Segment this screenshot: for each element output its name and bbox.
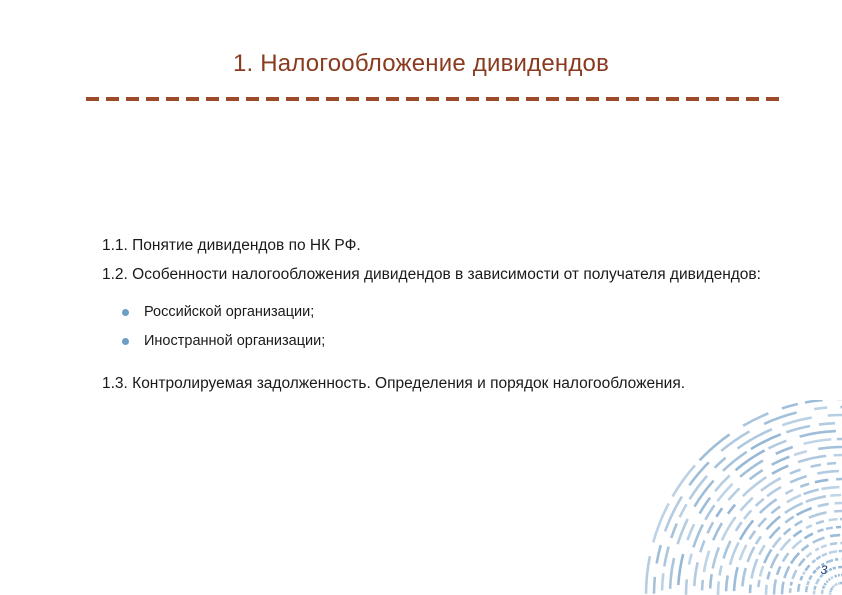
decor-dash — [830, 535, 840, 536]
decor-dash — [671, 524, 677, 539]
decor-dash — [833, 586, 834, 587]
decor-dash — [760, 566, 763, 577]
decor-dash — [805, 400, 823, 403]
decor-dash — [814, 408, 827, 410]
decor-dash — [736, 522, 742, 531]
decor-dash — [804, 490, 819, 495]
decor-dash — [822, 554, 827, 556]
decor-dash — [768, 441, 786, 449]
decor-dash — [782, 582, 783, 595]
decor-dash — [702, 580, 703, 590]
decor-dash — [785, 503, 803, 513]
decor-dash — [771, 554, 778, 568]
decor-dash — [740, 545, 747, 560]
decor-dash — [786, 426, 810, 432]
decor-dash — [654, 577, 655, 594]
bullet-list — [102, 298, 792, 356]
decor-dash — [818, 447, 842, 449]
decor-dash — [693, 524, 702, 547]
decor-dash — [726, 575, 728, 591]
decor-dash — [785, 490, 793, 494]
decor-dash — [705, 505, 714, 519]
decor-dash — [815, 586, 816, 590]
decor-dash — [794, 451, 807, 455]
decor-dash — [777, 566, 780, 574]
decor-dash — [830, 495, 841, 496]
decor-dash — [803, 572, 805, 575]
decor-dash — [704, 551, 709, 572]
decor-dash — [665, 497, 682, 532]
decor-dash — [818, 504, 829, 506]
decor-dash — [793, 531, 801, 537]
decor-dash — [799, 559, 805, 566]
decor-dash — [772, 466, 788, 474]
decor-dash — [813, 538, 825, 543]
decor-dash — [710, 574, 711, 588]
slide-title: 1. Налогообложение дивидендов — [232, 50, 610, 77]
bullet-item-russian — [102, 298, 792, 327]
decor-dash — [822, 590, 823, 594]
decor-dash — [831, 588, 832, 590]
decor-dash — [792, 540, 801, 548]
decor-dash — [826, 528, 833, 529]
decor-dash — [723, 452, 747, 471]
decor-dash — [715, 458, 726, 468]
decor-dash — [744, 510, 751, 519]
decor-dash — [815, 480, 828, 482]
decor-dash — [767, 487, 781, 496]
decor-dash — [795, 521, 803, 526]
decor-dash — [817, 471, 839, 473]
decor-dash — [806, 553, 811, 557]
decor-dash — [707, 522, 713, 533]
slide-content — [102, 232, 792, 397]
decor-dash — [817, 530, 823, 532]
decor-dash — [828, 415, 842, 416]
decor-dash — [686, 579, 687, 594]
decor-dash — [740, 498, 752, 511]
decor-dash — [700, 541, 704, 553]
decor-dash — [825, 583, 826, 585]
decor-dash — [815, 548, 819, 550]
decor-dash — [743, 477, 766, 496]
decor-dash — [772, 457, 790, 465]
decor-dash — [742, 568, 745, 586]
decor-dash — [791, 582, 792, 586]
decor-dash — [771, 506, 780, 513]
decor-dash — [830, 590, 831, 592]
decor-dash — [694, 562, 697, 586]
decor-dash — [748, 547, 755, 562]
decor-dash — [718, 581, 719, 594]
decor-dash — [774, 579, 776, 594]
decor-dash — [782, 418, 811, 426]
decor-dash — [802, 545, 809, 550]
list-item-1-1: 1.1. Понятие дивидендов по НК РФ. — [102, 237, 361, 254]
decor-dash — [805, 565, 809, 570]
decor-dash — [831, 577, 833, 578]
decor-dash — [801, 576, 803, 580]
decor-dash — [750, 470, 763, 479]
decor-dash — [653, 503, 669, 542]
decor-dash — [816, 521, 824, 523]
decor-dash — [819, 423, 835, 424]
decor-dash — [797, 508, 812, 515]
decor-dash — [807, 581, 808, 585]
decor-dash — [835, 584, 837, 585]
decor-dash — [834, 585, 835, 586]
decor-dash — [790, 476, 806, 482]
decor-dash — [689, 462, 708, 485]
decor-dash — [664, 547, 668, 567]
decor-dash — [783, 553, 789, 561]
decor-dash — [687, 524, 694, 540]
decor-dash — [695, 481, 714, 507]
list-item-1-3: 1.3. Контролируемая задолженность. Определения и порядок налогообложения. — [102, 375, 686, 392]
decor-dash — [646, 556, 650, 594]
decor-dash — [804, 439, 832, 443]
bullet-text: Российской организации; — [144, 304, 315, 320]
page-number: 3 — [820, 563, 828, 577]
decor-dash — [689, 554, 692, 565]
decor-dash — [811, 465, 821, 467]
decor-dash — [816, 579, 819, 584]
decor-dash — [766, 585, 767, 595]
decor-dash — [829, 551, 837, 553]
decor-dash — [798, 456, 826, 462]
decor-dash — [804, 534, 812, 539]
decor-dash — [680, 504, 687, 517]
decor-dash — [657, 545, 661, 563]
decor-dash — [758, 518, 766, 527]
list-item-1-2: 1.2. Особенности налогообложения дивидендов в зависимости от получателя дивидендов: — [102, 266, 761, 283]
decor-dash — [713, 547, 719, 568]
decor-dash — [730, 542, 739, 564]
decor-dash — [759, 545, 764, 555]
bullet-text: Иностранной организации; — [144, 333, 326, 349]
decor-dash — [750, 585, 751, 593]
decor-dash — [749, 531, 755, 539]
decor-dash — [769, 527, 779, 538]
decor-dash — [816, 557, 820, 560]
decor-dash — [728, 488, 739, 500]
decor-dash — [756, 499, 764, 506]
decor-dash — [768, 572, 770, 580]
decor-dash — [782, 404, 798, 408]
decor-dash — [784, 529, 791, 535]
decor-dash — [780, 539, 790, 550]
decor-dash — [723, 541, 730, 559]
decor-dash — [798, 584, 799, 592]
title-dashed-rule — [86, 97, 780, 101]
decor-dash — [827, 463, 836, 464]
decor-dash — [716, 508, 722, 517]
decor-dash — [800, 431, 836, 436]
decor-dash — [784, 566, 789, 578]
decor-dash — [751, 559, 757, 578]
decor-dash — [829, 519, 838, 520]
decor-dash — [800, 484, 809, 487]
bullet-item-foreign — [102, 327, 792, 356]
decor-dash — [823, 586, 824, 589]
bullet-dot-icon — [122, 309, 129, 316]
decor-dash — [758, 580, 759, 587]
decor-dash — [790, 470, 801, 474]
decor-dash — [793, 570, 797, 579]
decor-dash — [826, 581, 827, 583]
decor-dash — [830, 543, 837, 544]
decor-dash — [713, 523, 722, 540]
decor-dash — [734, 567, 738, 591]
decor-dash — [678, 519, 688, 544]
decor-dash — [829, 579, 830, 580]
decor-dash — [822, 487, 840, 489]
decor-dash — [722, 517, 736, 540]
decor-dash — [787, 495, 801, 502]
decor-dash — [720, 566, 722, 576]
decor-dash — [700, 498, 710, 514]
bullet-dot-icon — [122, 338, 129, 345]
decor-dash — [662, 573, 663, 590]
decor-dash — [721, 431, 749, 451]
decor-dash — [821, 545, 827, 547]
decor-dash — [736, 450, 765, 470]
decor-dash — [773, 537, 781, 547]
decor-dash — [776, 447, 793, 454]
decor-dash — [678, 554, 683, 585]
decor-dash — [764, 549, 771, 563]
decor-dash — [806, 496, 826, 501]
decor-dash — [785, 517, 794, 523]
decor-dash — [806, 586, 807, 592]
decor-dash — [728, 505, 735, 514]
decor-dash — [670, 558, 674, 589]
decor-dash — [791, 553, 799, 563]
decor-dash — [756, 536, 761, 544]
decor-dash — [809, 512, 827, 517]
decor-dash — [806, 525, 812, 528]
